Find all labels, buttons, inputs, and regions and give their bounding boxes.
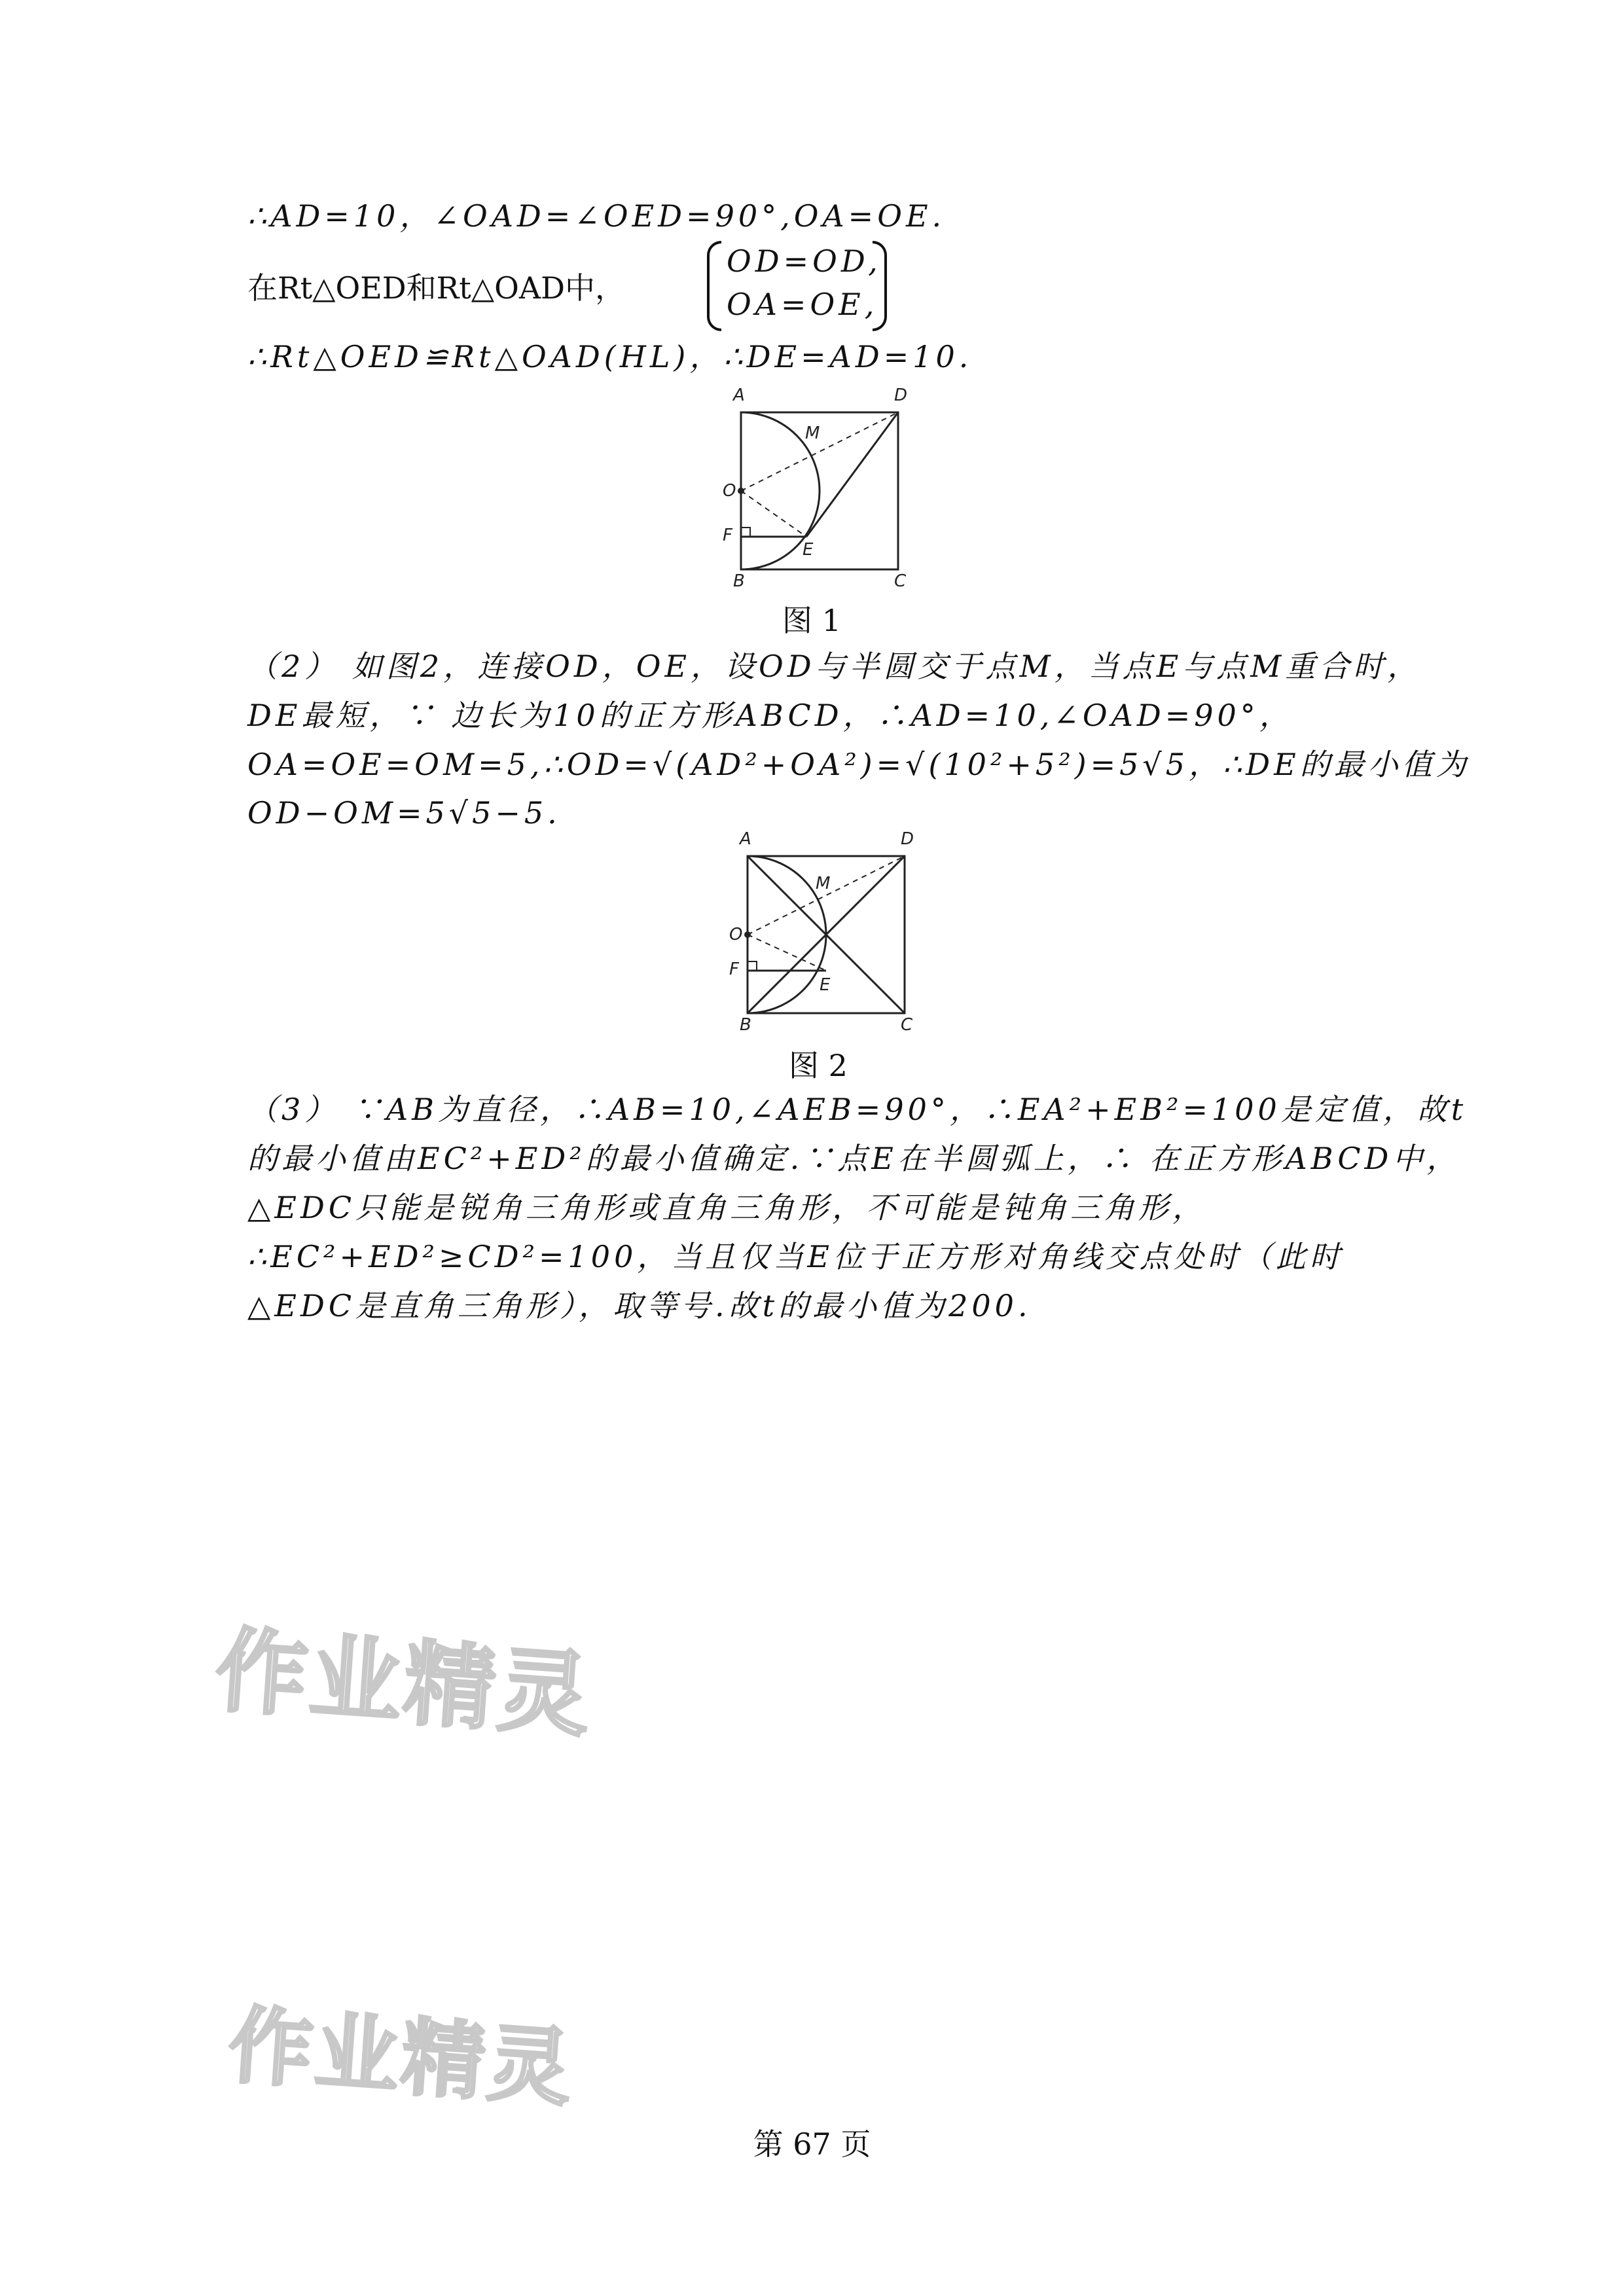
text-line-p3-4: ∴EC²+ED²≥CD²=100，当且仅当E位于正方形对角线交点处时（此时 — [247, 1239, 1344, 1274]
figure-1-caption: 图 1 — [782, 603, 841, 638]
label-o: O — [729, 925, 743, 944]
point-o — [738, 488, 744, 494]
watermark-2: 作业精灵 — [225, 1996, 577, 2119]
right-angle-mark — [741, 528, 750, 537]
page-number: 第 67 页 — [753, 2126, 871, 2162]
text-line-1: ∴AD=10，∠OAD=∠OED=90°,OA=OE. — [247, 198, 946, 234]
right-angle-mark — [748, 961, 757, 971]
text-line-p2-3: OA=OE=OM=5,∴OD=√(AD²+OA²)=√(10²+5²)=5√5，∴DE的最小值为 — [247, 747, 1470, 782]
figure-1 — [713, 386, 910, 596]
figure-2 — [720, 830, 916, 1039]
label-b: B — [733, 571, 745, 591]
system-row-2: OA=OE, — [727, 287, 878, 322]
equation-system — [707, 241, 887, 332]
label-a: A — [733, 386, 745, 405]
label-e: E — [820, 975, 831, 995]
left-paren — [707, 241, 721, 331]
label-d: D — [894, 386, 908, 405]
semicircle-arc — [748, 856, 826, 1013]
label-c: C — [901, 1015, 913, 1035]
label-o: O — [723, 481, 736, 501]
watermark-1: 作业精灵 — [212, 1617, 596, 1750]
text-line-p3-5: △EDC是直角三角形），取等号.故t的最小值为200. — [247, 1288, 1032, 1323]
label-d: D — [901, 830, 914, 849]
label-e: E — [803, 540, 814, 560]
label-f: F — [729, 960, 739, 979]
text-line-2: 在Rt△OED和Rt△OAD中， — [247, 270, 625, 306]
system-row-1: OD=OD, — [727, 243, 882, 279]
text-line-p2-4: OD−OM=5√5−5. — [247, 795, 561, 831]
figure-2-caption: 图 2 — [789, 1048, 848, 1083]
text-line-p2-2: DE最短，∵ 边长为10的正方形ABCD，∴AD=10,∠OAD=90°， — [247, 698, 1293, 733]
text-line-p3-1: （3） ∵AB为直径，∴AB=10,∠AEB=90°，∴EA²+EB²=100是定值，故t — [247, 1092, 1468, 1127]
text-line-p3-3: △EDC只能是锐角三角形或直角三角形，不可能是钝角三角形， — [247, 1190, 1207, 1225]
text-line-p3-2: 的最小值由EC²+ED²的最小值确定.∵点E在半圆弧上，∴ 在正方形ABCD中， — [247, 1141, 1461, 1176]
label-a: A — [740, 830, 751, 849]
text-line-p2-1: （2） 如图2，连接OD，OE，设OD与半圆交于点M，当点E与点M重合时， — [247, 649, 1422, 684]
segment-oe-dashed — [748, 935, 826, 971]
right-paren — [873, 241, 887, 331]
segment-de — [806, 412, 898, 537]
label-c: C — [894, 571, 907, 591]
text-line-3: ∴Rt△OED≌Rt△OAD(HL)，∴DE=AD=10. — [247, 339, 973, 374]
label-f: F — [723, 526, 732, 545]
point-o — [744, 931, 751, 938]
label-m: M — [816, 874, 831, 893]
label-b: B — [740, 1015, 751, 1035]
label-m: M — [805, 423, 820, 443]
